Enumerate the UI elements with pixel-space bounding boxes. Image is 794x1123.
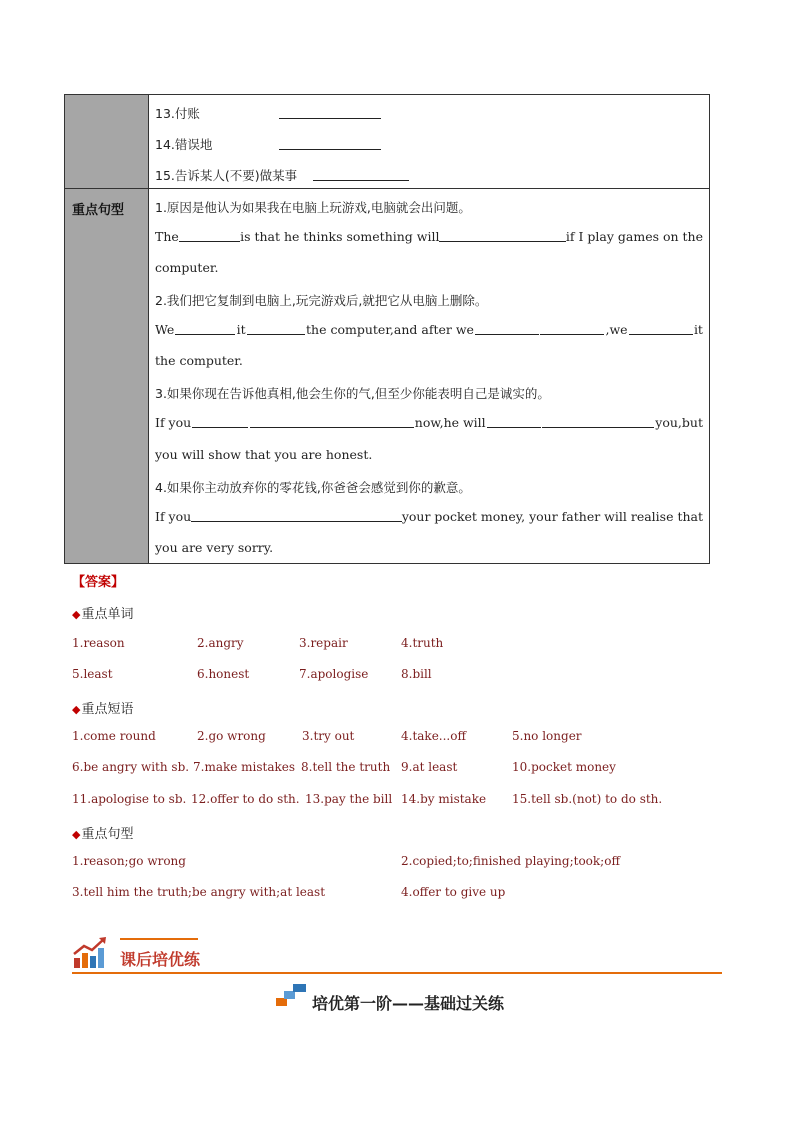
sentence-1-en [155, 229, 703, 244]
s2-blank-1[interactable] [175, 322, 235, 335]
sentence-1-en-cont: computer. [155, 260, 219, 275]
s2-blank-3[interactable] [475, 322, 539, 335]
answer-phrase: 11.apologise to sb. [72, 792, 187, 806]
s3-text-a: If you [155, 415, 192, 430]
phrase-13: 13.付账 [155, 106, 200, 121]
answer-phrase: 4.take...off [401, 729, 466, 743]
s2-text-b: it [236, 322, 246, 337]
s1-blank-2[interactable] [439, 229, 502, 242]
table-label-cell-blank [65, 95, 149, 189]
s4-text-b: your pocket money, your father will realise that [401, 509, 703, 524]
s2-text-d: ,we [605, 322, 628, 337]
blank-15[interactable] [313, 168, 409, 181]
answer-sentence: 1.reason;go wrong [72, 854, 186, 868]
s1-blank-1[interactable] [179, 229, 240, 242]
section-rule [72, 972, 722, 974]
answer-sentence: 3.tell him the truth;be angry with;at least [72, 885, 326, 899]
s3-blank-4[interactable] [542, 415, 654, 428]
sentence-2-cn: 2.我们把它复制到电脑上,玩完游戏后,就把它从电脑上删除。 [155, 293, 488, 308]
sentence-3-cn: 3.如果你现在告诉他真相,他会生你的气,但至少你能表明自己是诚实的。 [155, 386, 550, 401]
answer-phrase: 1.come round [72, 729, 156, 743]
answer-sentence: 2.copied;to;finished playing;took;off [401, 854, 620, 868]
sentence-3-en-cont: you will show that you are honest. [155, 447, 373, 462]
s2-blank-5[interactable] [629, 322, 693, 335]
s2-blank-4[interactable] [540, 322, 604, 335]
answers-phrases-heading [72, 698, 133, 717]
section-title-bar [120, 938, 198, 940]
answers-sentences-heading [72, 823, 133, 842]
answer-word: 1.reason [72, 636, 125, 650]
s4-blank-2[interactable] [244, 509, 402, 522]
answer-phrase: 7.make mistakes [193, 760, 296, 774]
answer-word: 6.honest [197, 667, 250, 681]
answer-phrase: 12.offer to do sth. [191, 792, 300, 806]
table-label-cell [65, 189, 149, 563]
answers-words-heading [72, 603, 133, 622]
answer-phrase: 6.be angry with sb. [72, 760, 190, 774]
s4-blank-1[interactable] [191, 509, 244, 522]
section-label: 重点句型 [72, 203, 125, 218]
phrase-15: 15.告诉某人(不要)做某事 [155, 168, 298, 183]
s2-blank-2[interactable] [247, 322, 305, 335]
s3-text-b: now,he will [414, 415, 486, 430]
answers-phrases-heading-text: 重点短语 [81, 702, 134, 717]
diamond-icon: ◆ [72, 828, 81, 841]
table-row-divider [65, 188, 709, 189]
s2-text-c: the computer,and after we [306, 322, 474, 337]
section-title: 课后培优练 [120, 950, 201, 969]
s2-text-a: We [155, 322, 175, 337]
sentence-3-en [155, 415, 703, 430]
answer-phrase: 14.by mistake [401, 792, 487, 806]
sentence-2-en-cont: the computer. [155, 353, 243, 368]
blank-13[interactable] [279, 106, 381, 119]
sentence-2-en [155, 322, 703, 337]
sub-title: 培优第一阶——基础过关练 [312, 994, 505, 1013]
s4-text-a: If you [155, 509, 192, 524]
diamond-icon: ◆ [72, 703, 81, 716]
answer-word: 5.least [72, 667, 113, 681]
answers-sentences-heading-text: 重点句型 [81, 827, 134, 842]
s1-text-b: is that he thinks something will [240, 229, 440, 244]
answer-word: 4.truth [401, 636, 444, 650]
sentence-4-cn: 4.如果你主动放弃你的零花钱,你爸爸会感觉到你的歉意。 [155, 480, 471, 495]
growth-chart-icon [72, 936, 108, 970]
stairs-icon [276, 984, 310, 1006]
s3-blank-3[interactable] [487, 415, 541, 428]
s3-blank-2[interactable] [250, 415, 414, 428]
answer-sentence: 4.offer to give up [401, 885, 506, 899]
blank-14[interactable] [279, 137, 381, 150]
s3-text-c: you,but [655, 415, 703, 430]
answer-phrase: 10.pocket money [512, 760, 616, 774]
answer-word: 3.repair [299, 636, 348, 650]
answers-words-heading-text: 重点单词 [81, 607, 134, 622]
answer-phrase: 2.go wrong [197, 729, 266, 743]
answer-phrase: 15.tell sb.(not) to do sth. [512, 792, 663, 806]
s2-text-e: it [693, 322, 703, 337]
diamond-icon: ◆ [72, 608, 81, 621]
answer-word: 7.apologise [299, 667, 369, 681]
answer-phrase: 8.tell the truth [301, 760, 391, 774]
s1-text-c: if I play games on the [565, 229, 703, 244]
s1-text-a: The [155, 229, 179, 244]
sentence-1-cn: 1.原因是他认为如果我在电脑上玩游戏,电脑就会出问题。 [155, 200, 471, 215]
s1-blank-3[interactable] [503, 229, 566, 242]
sentence-4-en-cont: you are very sorry. [155, 540, 274, 555]
answer-word: 2.angry [197, 636, 244, 650]
answer-phrase: 9.at least [401, 760, 458, 774]
phrase-14: 14.错误地 [155, 137, 213, 152]
answer-phrase: 5.no longer [512, 729, 582, 743]
answer-word: 8.bill [401, 667, 432, 681]
s3-blank-1[interactable] [192, 415, 248, 428]
answer-phrase: 13.pay the bill [305, 792, 393, 806]
answer-phrase: 3.try out [302, 729, 355, 743]
sentence-4-en [155, 509, 703, 524]
answers-title: 【答案】 [72, 575, 125, 590]
